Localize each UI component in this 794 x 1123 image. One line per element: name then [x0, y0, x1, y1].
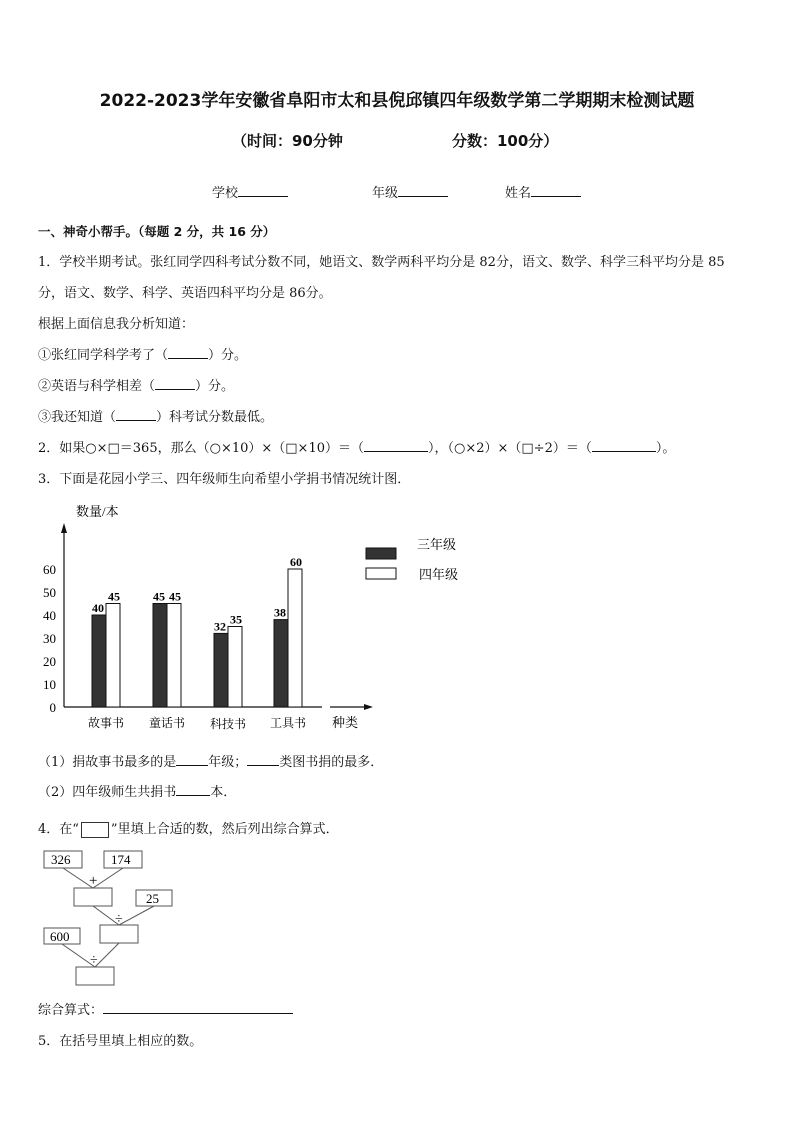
answer-blank[interactable]: [247, 755, 279, 766]
answer-blank[interactable]: [364, 441, 428, 452]
section-heading: 一、神奇小帮手。（每题 2 分，共 16 分）: [38, 224, 276, 239]
q2: 2．如果○×□＝365，那么（○×10）×（□×10）＝（ ），（○×2）×（□÷2）＝（ ）。: [38, 441, 676, 456]
answer-blank[interactable]: [155, 379, 195, 390]
x-tick-label: 童话书: [148, 716, 186, 730]
legend-label: 四年级: [419, 567, 459, 582]
answer-box: [74, 888, 112, 906]
data-label: 35: [230, 612, 242, 627]
x-tick-label: 科技书: [209, 717, 247, 731]
bar: [214, 633, 228, 707]
data-label: 32: [214, 619, 226, 634]
box-icon: [81, 822, 109, 838]
legend-swatch: [366, 568, 396, 579]
q4-text: 4．在“ ”里填上合适的数，然后列出综合算式．: [38, 822, 339, 837]
bar: [92, 615, 106, 707]
bar-chart: [30, 495, 490, 740]
data-label: 40: [92, 601, 104, 615]
legend-swatch: [366, 548, 396, 559]
flow-diagram: [38, 846, 188, 992]
answer-blank[interactable]: [168, 348, 208, 359]
exam-time: （时间：90分钟: [232, 132, 343, 150]
y-tick-label: 50: [43, 585, 56, 600]
num-326: 326: [51, 852, 71, 867]
q1-c: ③我还知道（ ）科考试分数最低。: [38, 410, 274, 425]
num-25: 25: [146, 891, 159, 906]
y-tick-label: 30: [43, 631, 56, 646]
q3-sub1: （1）捐故事书最多的是 年级； 类图书捐的最多．: [38, 755, 384, 770]
legend-label: 三年级: [417, 537, 457, 552]
plus-op: +: [89, 873, 98, 889]
q4-formula: 综合算式：: [38, 999, 293, 1018]
q3-sub2: （2）四年级师生共捐书 本．: [38, 785, 237, 800]
y-tick-label: 20: [43, 654, 56, 669]
x-tick-label: 故事书: [87, 716, 125, 730]
num-174: 174: [111, 852, 131, 867]
data-label: 45: [169, 589, 181, 604]
grade-label: 年级: [372, 186, 399, 201]
data-label: 60: [290, 555, 302, 569]
bar: [228, 627, 242, 708]
exam-score: 分数：100分）: [452, 132, 559, 150]
bar: [274, 620, 288, 707]
y-axis-label: 数量/本: [76, 504, 119, 519]
school-field[interactable]: [212, 182, 288, 201]
divide-op: ÷: [115, 912, 123, 927]
grade-field[interactable]: [372, 182, 448, 201]
answer-box: [76, 967, 114, 985]
x-tick-label: 工具书: [269, 716, 307, 730]
data-label: 38: [274, 605, 286, 620]
name-field[interactable]: [505, 182, 581, 201]
q1-line1: 1．学校半期考试。张红同学四科考试分数不同，她语文、数学两科平均分是 82分，语文、数学、科学三科平均分是 85: [38, 255, 725, 270]
answer-blank[interactable]: [176, 755, 208, 766]
answer-blank[interactable]: [103, 1003, 293, 1014]
y-tick-label: 40: [43, 608, 56, 623]
divide-op: ÷: [90, 953, 98, 968]
num-600: 600: [50, 929, 70, 944]
x-axis-label: 种类: [332, 715, 359, 730]
q5-text: 5．在括号里填上相应的数。: [38, 1034, 203, 1049]
q1-a: ①张红同学科学考了（ ）分。: [38, 348, 248, 363]
data-label: 45: [153, 589, 165, 604]
bar: [167, 604, 181, 708]
q1-b: ②英语与科学相差（ ）分。: [38, 379, 235, 394]
bar: [106, 604, 120, 708]
bar: [153, 604, 167, 708]
y-tick-label: 0: [49, 700, 56, 715]
x-axis-arrow: [364, 704, 373, 710]
bar: [288, 569, 302, 707]
answer-blank[interactable]: [592, 441, 656, 452]
y-axis-arrow: [61, 523, 67, 533]
q3-text: 3．下面是花园小学三、四年级师生向希望小学捐书情况统计图．: [38, 472, 411, 487]
y-tick-label: 10: [43, 677, 56, 692]
answer-box: [100, 925, 138, 943]
q1-line3: 根据上面信息我分析知道：: [38, 317, 195, 332]
answer-blank[interactable]: [176, 785, 210, 796]
data-label: 45: [108, 589, 120, 604]
school-label: 学校: [212, 186, 239, 201]
y-tick-label: 60: [43, 562, 56, 577]
q1-line2: 分，语文、数学、科学、英语四科平均分是 86分。: [38, 286, 332, 301]
page-title: 2022-2023学年安徽省阜阳市太和县倪邱镇四年级数学第二学期期末检测试题: [99, 91, 695, 111]
name-label: 姓名: [505, 186, 532, 201]
answer-blank[interactable]: [116, 410, 156, 421]
